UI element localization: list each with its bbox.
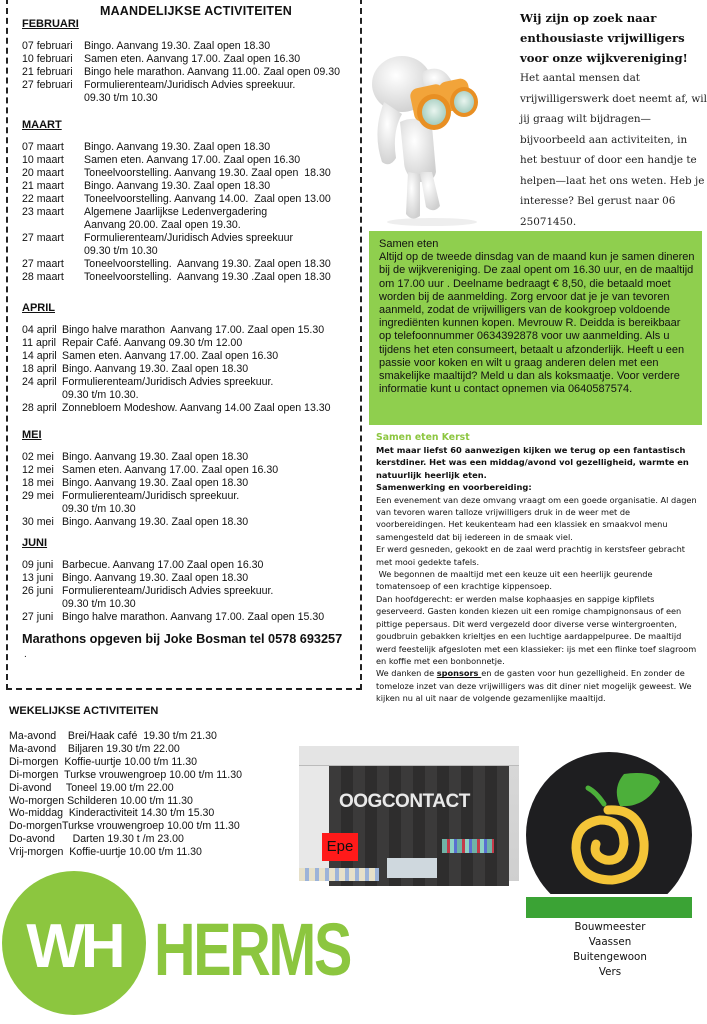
event-date-spacer (22, 92, 84, 105)
event-date: 27 juni (22, 611, 54, 623)
event-row (22, 337, 360, 350)
event-row (22, 350, 360, 363)
event-row (22, 193, 360, 206)
event-text: Formulierenteam/Juridisch Advies spreekuur. (62, 376, 274, 388)
event-text-continued: 09.30 t/m 10.30. (62, 389, 139, 401)
weekly-item: Di-morgen Koffie-uurtje 10.00 t/m 11.30 (9, 755, 198, 768)
event-date-spacer (22, 245, 84, 258)
photo-side-wall (299, 766, 329, 881)
weekly-item: Di-avond Toneel 19.00 t/m 22.00 (9, 781, 174, 794)
month-block (22, 119, 360, 284)
event-date-spacer (22, 598, 62, 611)
volunteers-call (520, 8, 707, 232)
event-text: Bingo. Aanvang 19.30. Zaal open 18.30 (84, 141, 271, 153)
event-row (22, 232, 360, 245)
event-row (22, 206, 360, 219)
event-row-continued (22, 598, 360, 611)
samen-eten-title: Samen eten (379, 238, 439, 250)
monthly-title: MAANDELIJKSE ACTIVITEITEN (99, 4, 293, 18)
event-row-continued (22, 389, 360, 402)
event-text: Toneelvoorstelling. Aanvang 19.30. Zaal open 18.30 (84, 258, 331, 270)
event-date-spacer (22, 503, 62, 516)
photo-shelf-display (387, 858, 437, 878)
month-heading: JUNI (22, 537, 48, 549)
weekly-item: Vrij-morgen Koffie-uurtje 10.00 t/m 11.30 (9, 846, 202, 859)
event-text: Bingo. Aanvang 19.30. Zaal open 18.30 (62, 363, 249, 375)
event-text: Toneelvoorstelling. Aanvang 19.30 .Zaal open 18.30 (84, 271, 331, 283)
weekly-item: Ma-avond Biljaren 19.30 t/m 22.00 (9, 742, 180, 755)
event-row (22, 585, 360, 598)
samen-eten-box (369, 231, 702, 425)
event-text: Bingo hele marathon. Aanvang 11.00. Zaal open 09.30 (84, 66, 341, 78)
event-date: 30 mei (22, 516, 54, 528)
weekly-item: Di-morgen Turkse vrouwengroep 10.00 t/m 11.30 (9, 768, 242, 781)
event-row (22, 402, 360, 415)
event-text: Zonnebloem Modeshow. Aanvang 14.00 Zaal open 13.30 (62, 402, 331, 414)
event-text-continued: 09.30 t/m 10.30 (62, 503, 136, 515)
kerst-thanks-after: en de gasten voor hun gezelligheid. En zonder de tomeloze inzet van deze vrijwilligers was dit diner niet mogelijk geweest. We kijken nu al uit naar de volgende gezamenlijke maaltijd. (376, 668, 692, 704)
logo-green-stripe (526, 894, 692, 918)
weekly-item: Do-avond Darten 19.30 t /m 23.00 (9, 833, 184, 846)
event-text-continued: 09.30 t/m 10.30 (84, 245, 158, 257)
event-date: 28 maart (22, 271, 64, 283)
months-list (22, 18, 360, 624)
event-date: 28 april (22, 402, 57, 414)
event-row (22, 40, 360, 53)
samen-eten-body: Altijd op de tweede dinsdag van de maand kun je samen dineren bij de wijkvereniging. De zaal opent om 16.30 uur, en de maaltijd om 17.00 uur . Deelname bedraagt € 8,50, die betaald moet worden bij de aanmelding. Zorg ervoor dat je je van tevoren aanmeld, zodat de vrijwilligers van de kookgroep voldoende ingrediënten kunnen kopen. Mevrouw R. Deidda is bereikbaar op telefoonnummer 0634392878 voor uw aanmelding. Als u tijdens het eten consumeert, betaalt u afzonderlijk. Heeft u een passie voor koken en wilt u graag anderen delen met een smakelijke maaltijd? Meld u dan als koksmaatje. Voor verdere informatie kunt u contact opnemen via 0640587574. (379, 251, 695, 396)
event-text: Bingo. Aanvang 19.30. Zaal open 18.30 (62, 516, 249, 528)
event-text: Formulierenteam/Juridisch Advies spreekuur. (84, 79, 296, 91)
event-row (22, 516, 360, 529)
oogcontact-photo (299, 746, 519, 881)
event-text: Formulierenteam/Juridisch Advies spreekuur. (62, 585, 274, 597)
event-row (22, 363, 360, 376)
event-text-continued: 09.30 t/m 10.30 (84, 92, 158, 104)
month-block (22, 302, 360, 415)
monthly-activities-box (6, 0, 362, 690)
event-text: Bingo. Aanvang 19.30. Zaal open 18.30 (62, 477, 249, 489)
event-date: 22 maart (22, 193, 64, 205)
caption-line: Vaassen (588, 936, 632, 948)
month-block (22, 537, 360, 624)
marathons-note: Marathons opgeven bij Joke Bosman tel 0578 693257 (22, 632, 343, 646)
event-date: 29 mei (22, 490, 54, 502)
event-date: 09 juni (22, 559, 54, 571)
event-date: 18 april (22, 363, 57, 375)
event-date: 21 maart (22, 180, 64, 192)
volunteers-body: Het aantal mensen dat vrijwilligerswerk doet neemt af, wil jij graag wilt bijdragen—bijvoorbeeld aan activiteiten, in het bestuur of door een handje te helpen—laat het ons weten. Heb je interesse? Bel gerust naar 06 25071450. (520, 72, 707, 228)
caption-line: Vers (598, 966, 622, 978)
event-date: 24 april (22, 376, 57, 388)
event-text: Formulierenteam/Juridisch spreekuur. (62, 490, 240, 502)
event-row (22, 611, 360, 624)
event-row (22, 572, 360, 585)
month-block (22, 429, 360, 529)
weekly-title: WEKELIJKSE ACTIVITEITEN (9, 705, 159, 717)
event-date: 07 maart (22, 141, 64, 153)
kerst-paragraph-1: Een evenement van deze omvang vraagt om een goede organisatie. Al dagen van tevoren waren talloze vrijwilligers druk in de weer met de voorbereidingen. Het keukenteam had een klassiek en smaakvol menu samengesteld dat bij iedereen in de smaak viel. (376, 494, 697, 542)
bouwmeester-logo (526, 752, 692, 918)
event-row (22, 66, 360, 79)
event-date: 27 februari (22, 79, 73, 91)
event-text: Barbecue. Aanvang 17.00 Zaal open 16.30 (62, 559, 264, 571)
kerst-paragraph-4: Dan hoofdgerecht: er werden malse kophaasjes en sappige kipfilets geserveerd. Gasten konden kiezen uit een romige champignonsaus of een pittige pepersaus. Dit werd vergezeld door diverse verse wintergroenten, goudbruin gebakken krieltjes en een luchtige aardappelpuree. De maaltijd werd feestelijk afgesloten met een klassieker: ijs met een flinke toef slagroom en koffie met een bonbonnetje. (376, 593, 697, 666)
event-text-continued: Aanvang 20.00. Zaal open 19.30. (84, 219, 241, 231)
month-block (22, 18, 360, 105)
kerst-paragraph-3: We begonnen de maaltijd met een keuze uit een heerlijk geurende tomatensoep of een krachtige kippensoep. (376, 569, 656, 592)
epe-label: Epe (322, 833, 358, 861)
volunteers-heading: Wij zijn op zoek naar enthousiaste vrijwilligers voor onze wijkvereniging! (520, 11, 688, 65)
event-text-continued: 09.30 t/m 10.30 (62, 598, 136, 610)
event-row (22, 464, 360, 477)
event-date: 10 februari (22, 53, 73, 65)
event-text: Toneelvoorstelling. Aanvang 14.00. Zaal open 13.00 (84, 193, 331, 205)
event-row (22, 324, 360, 337)
event-row (22, 167, 360, 180)
event-text: Bingo halve marathon. Aanvang 17.00. Zaal open 15.30 (62, 611, 325, 623)
caption-line: Bouwmeester (574, 921, 646, 933)
kerst-paragraph-2: Er werd gesneden, gekookt en de zaal werd prachtig in kerstsfeer gebracht met mooi gedekte tafels. (376, 544, 685, 567)
month-heading: FEBRUARI (22, 18, 79, 30)
event-row-continued (22, 219, 360, 232)
caption-line: Buitengewoon (573, 951, 647, 963)
weekly-list (9, 730, 299, 859)
month-heading: MEI (22, 429, 42, 441)
event-text: Repair Café. Aanvang 09.30 t/m 12.00 (62, 337, 243, 349)
event-row-continued (22, 92, 360, 105)
event-text: Algemene Jaarlijkse Ledenvergadering (84, 206, 268, 218)
kerst-paragraph-5 (376, 667, 702, 704)
event-row-continued (22, 503, 360, 516)
event-text: Bingo. Aanvang 19.30. Zaal open 18.30 (84, 180, 271, 192)
event-text: Samen eten. Aanvang 17.00. Zaal open 16.30 (62, 350, 279, 362)
herms-logo (12, 867, 352, 1017)
oogcontact-sign: OOGCONTACT (339, 791, 470, 812)
event-date: 27 maart (22, 232, 64, 244)
event-row (22, 154, 360, 167)
event-text: Toneelvoorstelling. Aanvang 19.30. Zaal open 18.30 (84, 167, 331, 179)
event-row-continued (22, 245, 360, 258)
event-date: 14 april (22, 350, 57, 362)
binoculars-figure-image (362, 22, 510, 227)
trailing-dot: . (24, 649, 27, 660)
kerst-intro: Met maar liefst 60 aanwezigen kijken we terug op een fantastisch kerstdiner. Het was een middag/avond vol gezelligheid, warmte en natuurlijk heerlijk eten. (376, 445, 689, 480)
event-row (22, 180, 360, 193)
weekly-item: Wo-middag Kinderactiviteit 14.30 t/m 15.30 (9, 807, 215, 820)
event-row (22, 559, 360, 572)
event-date-spacer (22, 219, 84, 232)
event-date: 07 februari (22, 40, 73, 52)
kerst-article (376, 432, 702, 705)
event-date: 27 maart (22, 258, 64, 270)
event-date: 23 maart (22, 206, 64, 218)
month-heading: APRIL (22, 302, 55, 314)
weekly-activities (9, 705, 299, 859)
event-row (22, 477, 360, 490)
weekly-item: Wo-morgen Schilderen 10.00 t/m 11.30 (9, 794, 193, 807)
event-date: 02 mei (22, 451, 54, 463)
event-text: Samen eten. Aanvang 17.00. Zaal open 16.30 (84, 53, 301, 65)
event-date: 13 juni (22, 572, 54, 584)
event-text: Formulierenteam/Juridisch Advies spreekuur (84, 232, 294, 244)
event-text: Bingo. Aanvang 19.30. Zaal open 18.30 (84, 40, 271, 52)
event-date: 04 april (22, 324, 57, 336)
event-row (22, 141, 360, 154)
event-text: Bingo. Aanvang 19.30. Zaal open 18.30 (62, 572, 249, 584)
event-row (22, 53, 360, 66)
event-date-spacer (22, 389, 62, 402)
month-heading: MAART (22, 119, 62, 131)
herms-monogram: WH (26, 912, 122, 981)
event-date: 20 maart (22, 167, 64, 179)
event-text: Samen eten. Aanvang 17.00. Zaal open 16.30 (84, 154, 301, 166)
event-date: 21 februari (22, 66, 73, 78)
event-date: 26 juni (22, 585, 54, 597)
event-row (22, 258, 360, 271)
event-row (22, 451, 360, 464)
event-date: 12 mei (22, 464, 54, 476)
binoculars-figure-icon (362, 22, 510, 227)
event-row (22, 490, 360, 503)
bouwmeester-caption (530, 920, 690, 980)
photo-shelf-products (442, 839, 494, 853)
kerst-title: Samen eten Kerst (376, 432, 470, 443)
sponsors-link[interactable]: sponsors (436, 668, 482, 679)
kerst-thanks-before: We danken de (376, 668, 437, 679)
herms-wordmark: HERMS (154, 908, 351, 991)
event-date: 18 mei (22, 477, 54, 489)
event-text: Bingo halve marathon Aanvang 17.00. Zaal open 15.30 (62, 324, 325, 336)
photo-ceiling (299, 746, 519, 766)
event-date: 11 april (22, 337, 56, 349)
event-row (22, 271, 360, 284)
kerst-subheading: Samenwerking en voorbereiding: (376, 482, 532, 493)
herms-logo-icon (12, 867, 352, 1017)
weekly-item: Do-morgenTurkse vrouwengroep 10.00 t/m 11.30 (9, 820, 240, 833)
event-date: 10 maart (22, 154, 64, 166)
weekly-item: Ma-avond Brei/Haak café 19.30 t/m 21.30 (9, 730, 217, 742)
event-row (22, 376, 360, 389)
event-text: Bingo. Aanvang 19.30. Zaal open 18.30 (62, 451, 249, 463)
event-text: Samen eten. Aanvang 17.00. Zaal open 16.30 (62, 464, 279, 476)
event-row (22, 79, 360, 92)
